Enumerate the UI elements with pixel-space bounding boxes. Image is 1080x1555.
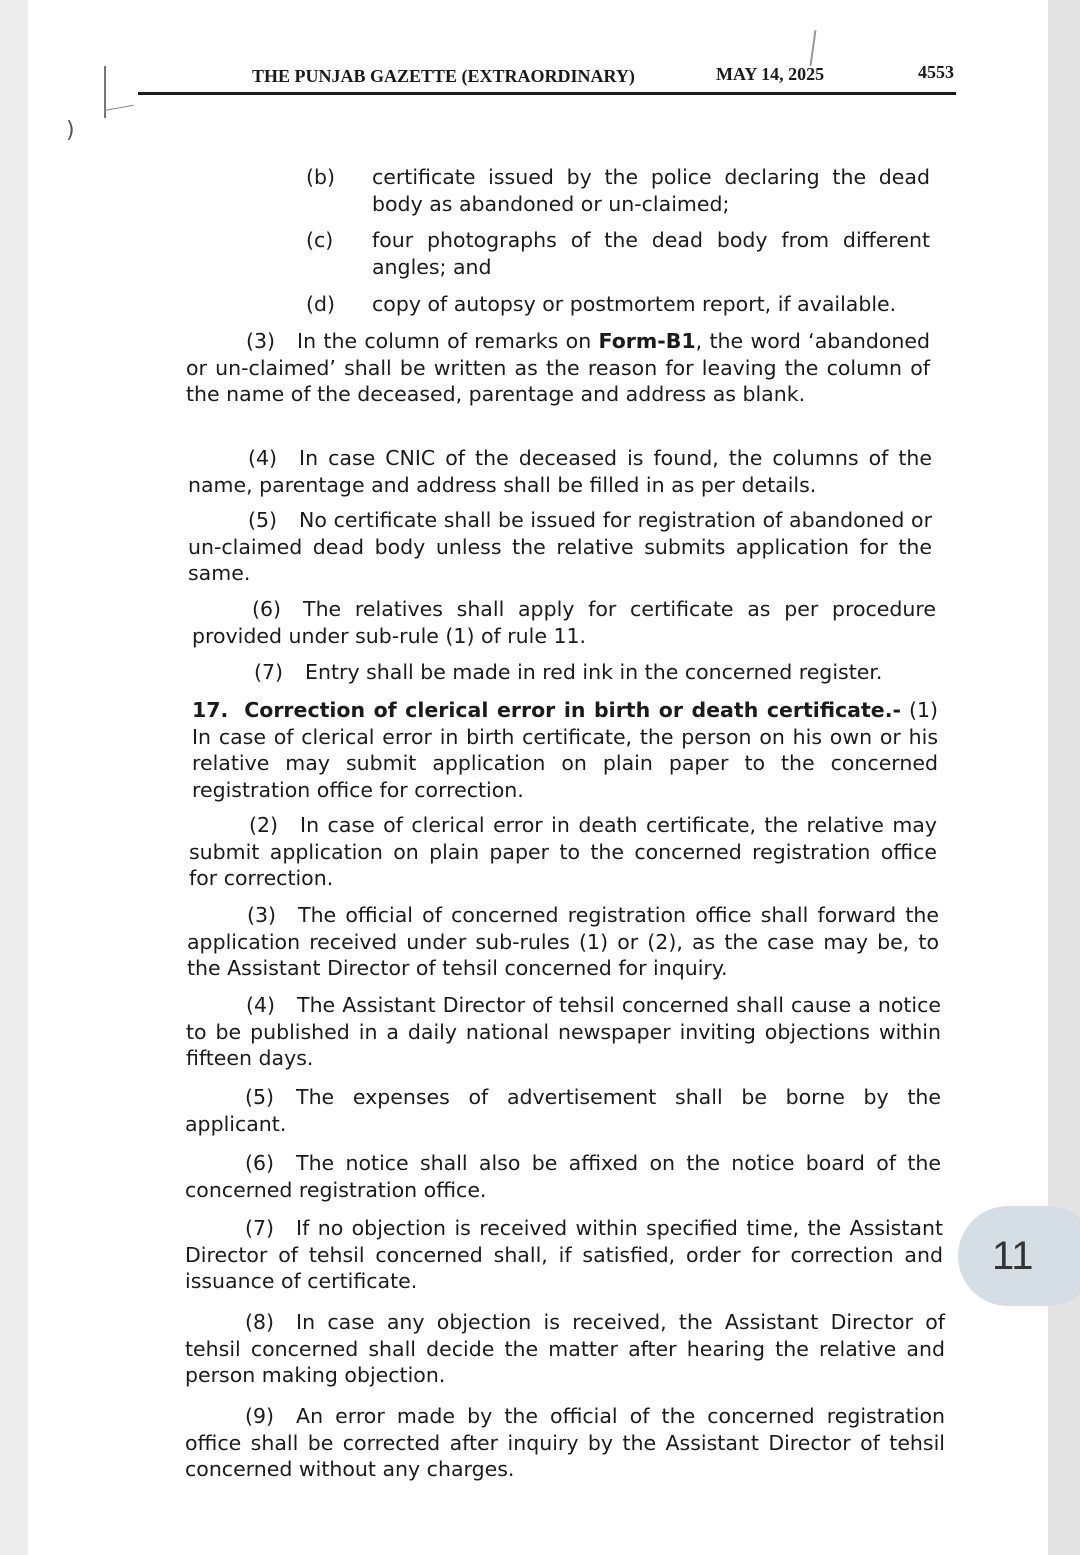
- para-number: (5): [248, 508, 278, 532]
- para-text: In case any objection is received, the Assistant Director of tehsil concerned shall decide the matter after hearing the relative and person making objection.: [185, 1310, 945, 1387]
- rule16-para-4: [188, 445, 932, 498]
- para-number: (7): [245, 1216, 275, 1240]
- rule16-para-3: [186, 328, 930, 408]
- rule-number: 17.: [192, 698, 229, 722]
- gazette-title: THE PUNJAB GAZETTE (EXTRAORDINARY): [252, 66, 635, 86]
- para-number: (3): [246, 329, 276, 353]
- para-text: The expenses of advertisement shall be borne by the applicant.: [185, 1085, 941, 1136]
- para-number: (8): [245, 1310, 275, 1334]
- header-rule: [138, 92, 956, 95]
- rule-title: Correction of clerical error in birth or death certificate.: [244, 698, 893, 722]
- list-item-text: certificate issued by the police declaring the dead body as abandoned or un-claimed;: [372, 165, 930, 216]
- para-text: The Assistant Director of tehsil concerned shall cause a notice to be published in a daily national newspaper inviting objections within fifteen days.: [186, 993, 941, 1070]
- gazette-header: [248, 62, 954, 90]
- para-number: (3): [247, 903, 277, 927]
- para-text: The relatives shall apply for certificate as per procedure provided under sub-rule (1) of rule 11.: [192, 597, 936, 648]
- page-indicator[interactable]: [958, 1206, 1080, 1306]
- list-item-label: (c): [306, 228, 334, 252]
- margin-bracket-mark: ): [66, 118, 75, 143]
- para-number: (7): [254, 660, 284, 684]
- para-text: In the column of remarks on: [297, 329, 599, 353]
- rule17-para-5: [185, 1084, 941, 1137]
- para-number: (5): [245, 1085, 275, 1109]
- gazette-page-number: 4553: [918, 62, 954, 82]
- viewer-edge: [1048, 0, 1080, 1555]
- rule16-para-6: [192, 596, 936, 649]
- rule17-heading-para: [192, 697, 938, 803]
- list-item-text: copy of autopsy or postmortem report, if available.: [372, 292, 897, 316]
- form-reference: Form-B1: [598, 329, 696, 353]
- para-text: In case of clerical error in death certificate, the relative may submit application on plain paper to the concerned registration office for correction.: [189, 813, 937, 890]
- rule17-para-4: [186, 992, 941, 1072]
- rule16-para-7: [194, 659, 938, 686]
- para-text: An error made by the official of the concerned registration office shall be corrected after inquiry by the Assistant Director of tehsil concerned without any charges.: [185, 1404, 945, 1481]
- para-number: (6): [245, 1151, 275, 1175]
- list-item-label: (d): [306, 292, 336, 316]
- para-number: (4): [246, 993, 276, 1017]
- rule-title-dash: -: [892, 698, 902, 722]
- para-text: Entry shall be made in red ink in the concerned register.: [305, 660, 883, 684]
- para-text: The notice shall also be affixed on the notice board of the concerned registration office.: [185, 1151, 941, 1202]
- rule17-para-7: [185, 1215, 943, 1295]
- para-number: (2): [249, 813, 279, 837]
- rule17-para-8: [185, 1309, 945, 1389]
- rule17-para-6: [185, 1150, 941, 1203]
- para-text: If no objection is received within specified time, the Assistant Director of tehsil concerned shall, if satisfied, order for correction and issuance of certificate.: [185, 1216, 943, 1293]
- para-text: No certificate shall be issued for registration of abandoned or un-claimed dead body unless the relative submits application for the same.: [188, 508, 932, 585]
- list-item-label: (b): [306, 165, 336, 189]
- gazette-date: MAY 14, 2025: [716, 64, 825, 84]
- rule17-sub-1: (1) In case of clerical error in birth certificate, the person on his own or his relative may submit application on plain paper to the concerned registration office for correction.: [192, 698, 938, 802]
- para-number: (6): [252, 597, 282, 621]
- rule17-para-2: [189, 812, 937, 892]
- rule17-para-9: [185, 1403, 945, 1483]
- rule16-para-5: [188, 507, 932, 587]
- rule17-para-3: [187, 902, 939, 982]
- list-item-text: four photographs of the dead body from different angles; and: [372, 228, 930, 279]
- page-indicator-number: 11: [992, 1233, 1034, 1278]
- para-text: , the word ‘abandoned or un-claimed’ shall be written as the reason for leaving the column of the name of the deceased, parentage and address as blank.: [186, 329, 930, 406]
- para-number: (9): [245, 1404, 275, 1428]
- para-number: (4): [248, 446, 278, 470]
- para-text: In case CNIC of the deceased is found, the columns of the name, parentage and address shall be filled in as per details.: [188, 446, 932, 497]
- para-text: The official of concerned registration office shall forward the application received under sub-rules (1) or (2), as the case may be, to the Assistant Director of tehsil concerned for inquiry.: [187, 903, 939, 980]
